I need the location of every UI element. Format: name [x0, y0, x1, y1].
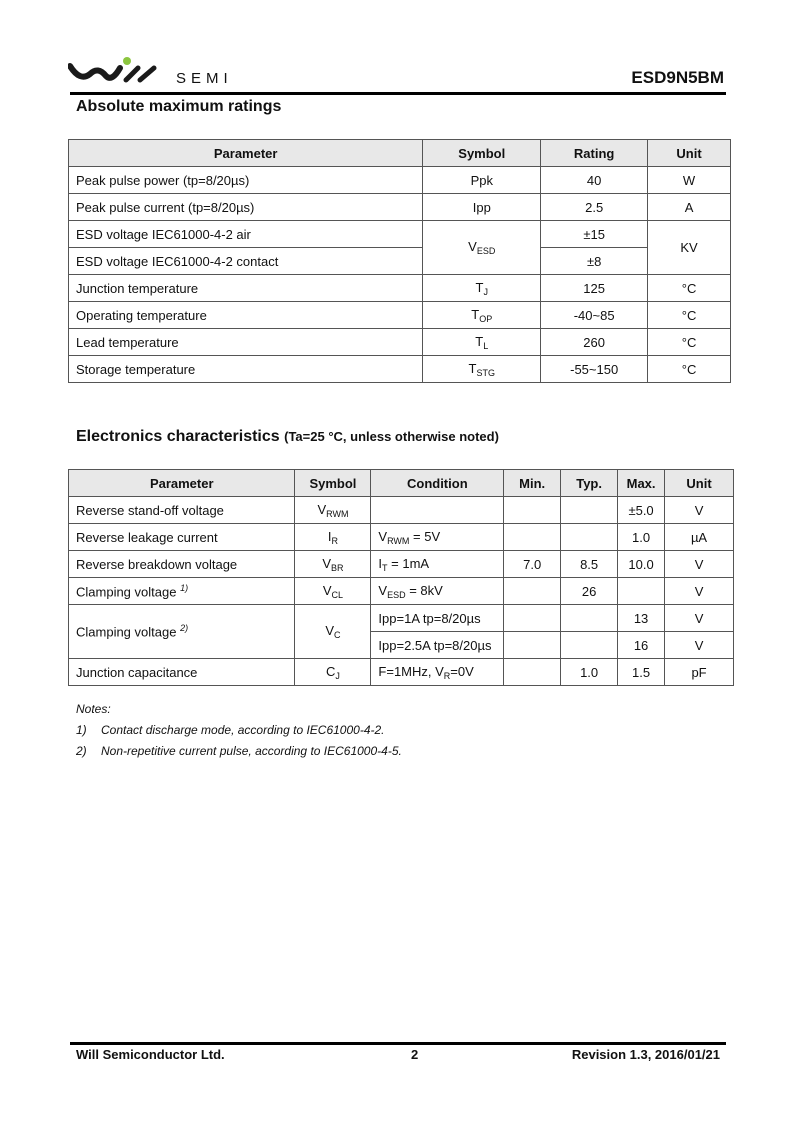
parameter-cell: Reverse breakdown voltage	[69, 551, 295, 578]
symbol-cell	[423, 356, 541, 383]
parameter-cell	[69, 578, 295, 605]
column-header: Parameter	[69, 140, 423, 167]
column-header: Typ.	[561, 470, 618, 497]
condition-subscript: ESD	[387, 589, 406, 600]
parameter-cell: Reverse leakage current	[69, 524, 295, 551]
unit-cell: V	[665, 551, 734, 578]
column-header: Unit	[648, 140, 731, 167]
unit-cell: °C	[648, 356, 731, 383]
rating-cell: ±15	[541, 221, 648, 248]
symbol-cell	[423, 275, 541, 302]
parameter-cell	[69, 605, 295, 659]
rating-cell: -55~150	[541, 356, 648, 383]
table-row	[69, 194, 731, 221]
parameter-cell: Operating temperature	[69, 302, 423, 329]
section-title-text: Electronics characteristics	[76, 428, 280, 445]
symbol-subscript: C	[334, 630, 341, 640]
condition-cell	[371, 497, 504, 524]
rating-cell: 125	[541, 275, 648, 302]
unit-cell: V	[665, 605, 734, 632]
parameter-cell: Reverse stand-off voltage	[69, 497, 295, 524]
rating-cell: 40	[541, 167, 648, 194]
table-row	[69, 578, 734, 605]
symbol-subscript: STG	[476, 367, 495, 378]
condition-cell	[371, 578, 504, 605]
symbol-main: V	[322, 582, 332, 598]
note-text: Non-repetitive current pulse, according to IEC61000-4-5.	[101, 744, 402, 758]
table-row	[69, 605, 734, 632]
column-header: Max.	[618, 470, 665, 497]
symbol-cell	[423, 329, 541, 356]
symbol-subscript: L	[483, 340, 489, 351]
table-row	[69, 167, 731, 194]
parameter-cell: Storage temperature	[69, 356, 423, 383]
symbol-main: V	[325, 623, 335, 638]
symbol-subscript: OP	[479, 313, 493, 324]
symbol-subscript: RWM	[326, 508, 349, 519]
unit-cell: °C	[648, 329, 731, 356]
condition-value: = 1mA	[387, 555, 430, 571]
parameter-cell: Junction capacitance	[69, 659, 295, 686]
max-cell: ±5.0	[618, 497, 665, 524]
condition-value: = 8kV	[405, 582, 443, 598]
condition-cell	[371, 659, 504, 686]
parameter-text: Clamping voltage	[76, 584, 177, 600]
symbol-main: T	[475, 333, 484, 349]
unit-cell: µA	[665, 524, 734, 551]
section-title-absolute-max: Absolute maximum ratings	[76, 98, 282, 115]
condition-main: V	[378, 582, 388, 598]
note-item	[76, 741, 402, 762]
symbol-cell	[295, 551, 371, 578]
typ-cell	[561, 605, 618, 632]
condition-subscript: R	[443, 670, 451, 681]
column-header: Condition	[371, 470, 504, 497]
condition-value: =0V	[450, 663, 474, 679]
condition-main: F=1MHz, V	[378, 663, 444, 679]
condition-cell: Ipp=1A tp=8/20µs	[371, 605, 504, 632]
note-number: 1)	[76, 723, 87, 737]
symbol-main: T	[471, 306, 480, 322]
logo-semi-text: SEMI	[176, 70, 233, 87]
header-divider	[70, 92, 726, 95]
section-title-electronics	[76, 428, 499, 446]
typ-cell: 1.0	[561, 659, 618, 686]
note-number: 2)	[76, 744, 87, 758]
parameter-text: Clamping voltage	[76, 624, 177, 640]
footnote-ref: 1)	[180, 582, 189, 593]
min-cell	[504, 578, 561, 605]
symbol-subscript: J	[483, 286, 488, 297]
unit-cell: pF	[665, 659, 734, 686]
table-row	[69, 221, 731, 248]
condition-main: V	[378, 528, 388, 544]
condition-cell: Ipp=2.5A tp=8/20µs	[371, 632, 504, 659]
logo-dot	[123, 57, 131, 65]
rating-cell: -40~85	[541, 302, 648, 329]
column-header: Rating	[541, 140, 648, 167]
parameter-cell: Peak pulse power (tp=8/20µs)	[69, 167, 423, 194]
symbol-main: V	[322, 555, 332, 571]
min-cell	[504, 497, 561, 524]
symbol-cell	[295, 605, 371, 659]
symbol-cell	[295, 524, 371, 551]
notes-title: Notes:	[76, 702, 111, 716]
typ-cell: 26	[561, 578, 618, 605]
typ-cell	[561, 497, 618, 524]
min-cell	[504, 524, 561, 551]
min-cell: 7.0	[504, 551, 561, 578]
max-cell: 10.0	[618, 551, 665, 578]
column-header: Min.	[504, 470, 561, 497]
symbol-main: I	[327, 528, 332, 544]
symbol-main: T	[468, 360, 477, 376]
footer-page-number: 2	[411, 1047, 419, 1062]
symbol-subscript: ESD	[476, 246, 496, 256]
symbol-cell	[295, 497, 371, 524]
parameter-cell: ESD voltage IEC61000-4-2 contact	[69, 248, 423, 275]
symbol-subscript: J	[335, 670, 340, 681]
footer-company: Will Semiconductor Ltd.	[76, 1047, 225, 1062]
absolute-max-table	[68, 139, 731, 383]
note-item	[76, 720, 402, 741]
footnote-ref: 2)	[180, 623, 189, 634]
unit-cell: W	[648, 167, 731, 194]
table-row	[69, 356, 731, 383]
condition-subscript: T	[382, 562, 388, 573]
symbol-cell: Ipp	[423, 194, 541, 221]
notes-section	[76, 699, 402, 762]
typ-cell: 8.5	[561, 551, 618, 578]
symbol-cell	[423, 302, 541, 329]
parameter-cell: Junction temperature	[69, 275, 423, 302]
symbol-subscript: R	[331, 535, 339, 546]
column-header: Symbol	[295, 470, 371, 497]
unit-cell: °C	[648, 302, 731, 329]
table-row	[69, 248, 731, 275]
unit-cell: A	[648, 194, 731, 221]
unit-cell: V	[665, 632, 734, 659]
footer-divider	[70, 1042, 726, 1045]
column-header: Unit	[665, 470, 734, 497]
symbol-main: T	[475, 279, 484, 295]
table-row	[69, 497, 734, 524]
table-row	[69, 524, 734, 551]
condition-subscript: RWM	[387, 535, 410, 546]
symbol-cell	[423, 221, 541, 275]
symbol-cell: Ppk	[423, 167, 541, 194]
rating-cell: ±8	[541, 248, 648, 275]
note-text: Contact discharge mode, according to IEC61000-4-2.	[101, 723, 385, 737]
unit-cell: V	[665, 497, 734, 524]
min-cell	[504, 605, 561, 632]
footer-revision: Revision 1.3, 2016/01/21	[571, 1047, 720, 1062]
symbol-main: V	[317, 501, 327, 517]
rating-cell: 260	[541, 329, 648, 356]
electronics-characteristics-table	[68, 469, 734, 686]
unit-cell: KV	[648, 221, 731, 275]
parameter-cell: ESD voltage IEC61000-4-2 air	[69, 221, 423, 248]
unit-cell: V	[665, 578, 734, 605]
max-cell	[618, 578, 665, 605]
unit-cell: °C	[648, 275, 731, 302]
typ-cell	[561, 524, 618, 551]
min-cell	[504, 659, 561, 686]
table-row	[69, 275, 731, 302]
parameter-cell: Peak pulse current (tp=8/20µs)	[69, 194, 423, 221]
condition-cell	[371, 551, 504, 578]
will-logo-icon	[68, 56, 168, 86]
symbol-main: V	[468, 239, 477, 254]
table-row	[69, 551, 734, 578]
condition-main: I	[378, 555, 383, 571]
column-header: Symbol	[423, 140, 541, 167]
max-cell: 13	[618, 605, 665, 632]
condition-cell	[371, 524, 504, 551]
part-number: ESD9N5BM	[631, 68, 724, 87]
symbol-cell	[295, 659, 371, 686]
table-row	[69, 329, 731, 356]
parameter-cell: Lead temperature	[69, 329, 423, 356]
column-header: Parameter	[69, 470, 295, 497]
symbol-cell	[295, 578, 371, 605]
min-cell	[504, 632, 561, 659]
section-title-condition: (Ta=25 °C, unless otherwise noted)	[284, 429, 499, 444]
max-cell: 16	[618, 632, 665, 659]
rating-cell: 2.5	[541, 194, 648, 221]
max-cell: 1.5	[618, 659, 665, 686]
table-row	[69, 302, 731, 329]
table-header-row	[69, 470, 734, 497]
table-header-row	[69, 140, 731, 167]
condition-value: = 5V	[409, 528, 441, 544]
table-row	[69, 659, 734, 686]
company-logo	[68, 56, 258, 90]
typ-cell	[561, 632, 618, 659]
symbol-subscript: CL	[331, 589, 344, 600]
symbol-main: C	[326, 663, 336, 679]
max-cell: 1.0	[618, 524, 665, 551]
symbol-subscript: BR	[331, 562, 344, 573]
